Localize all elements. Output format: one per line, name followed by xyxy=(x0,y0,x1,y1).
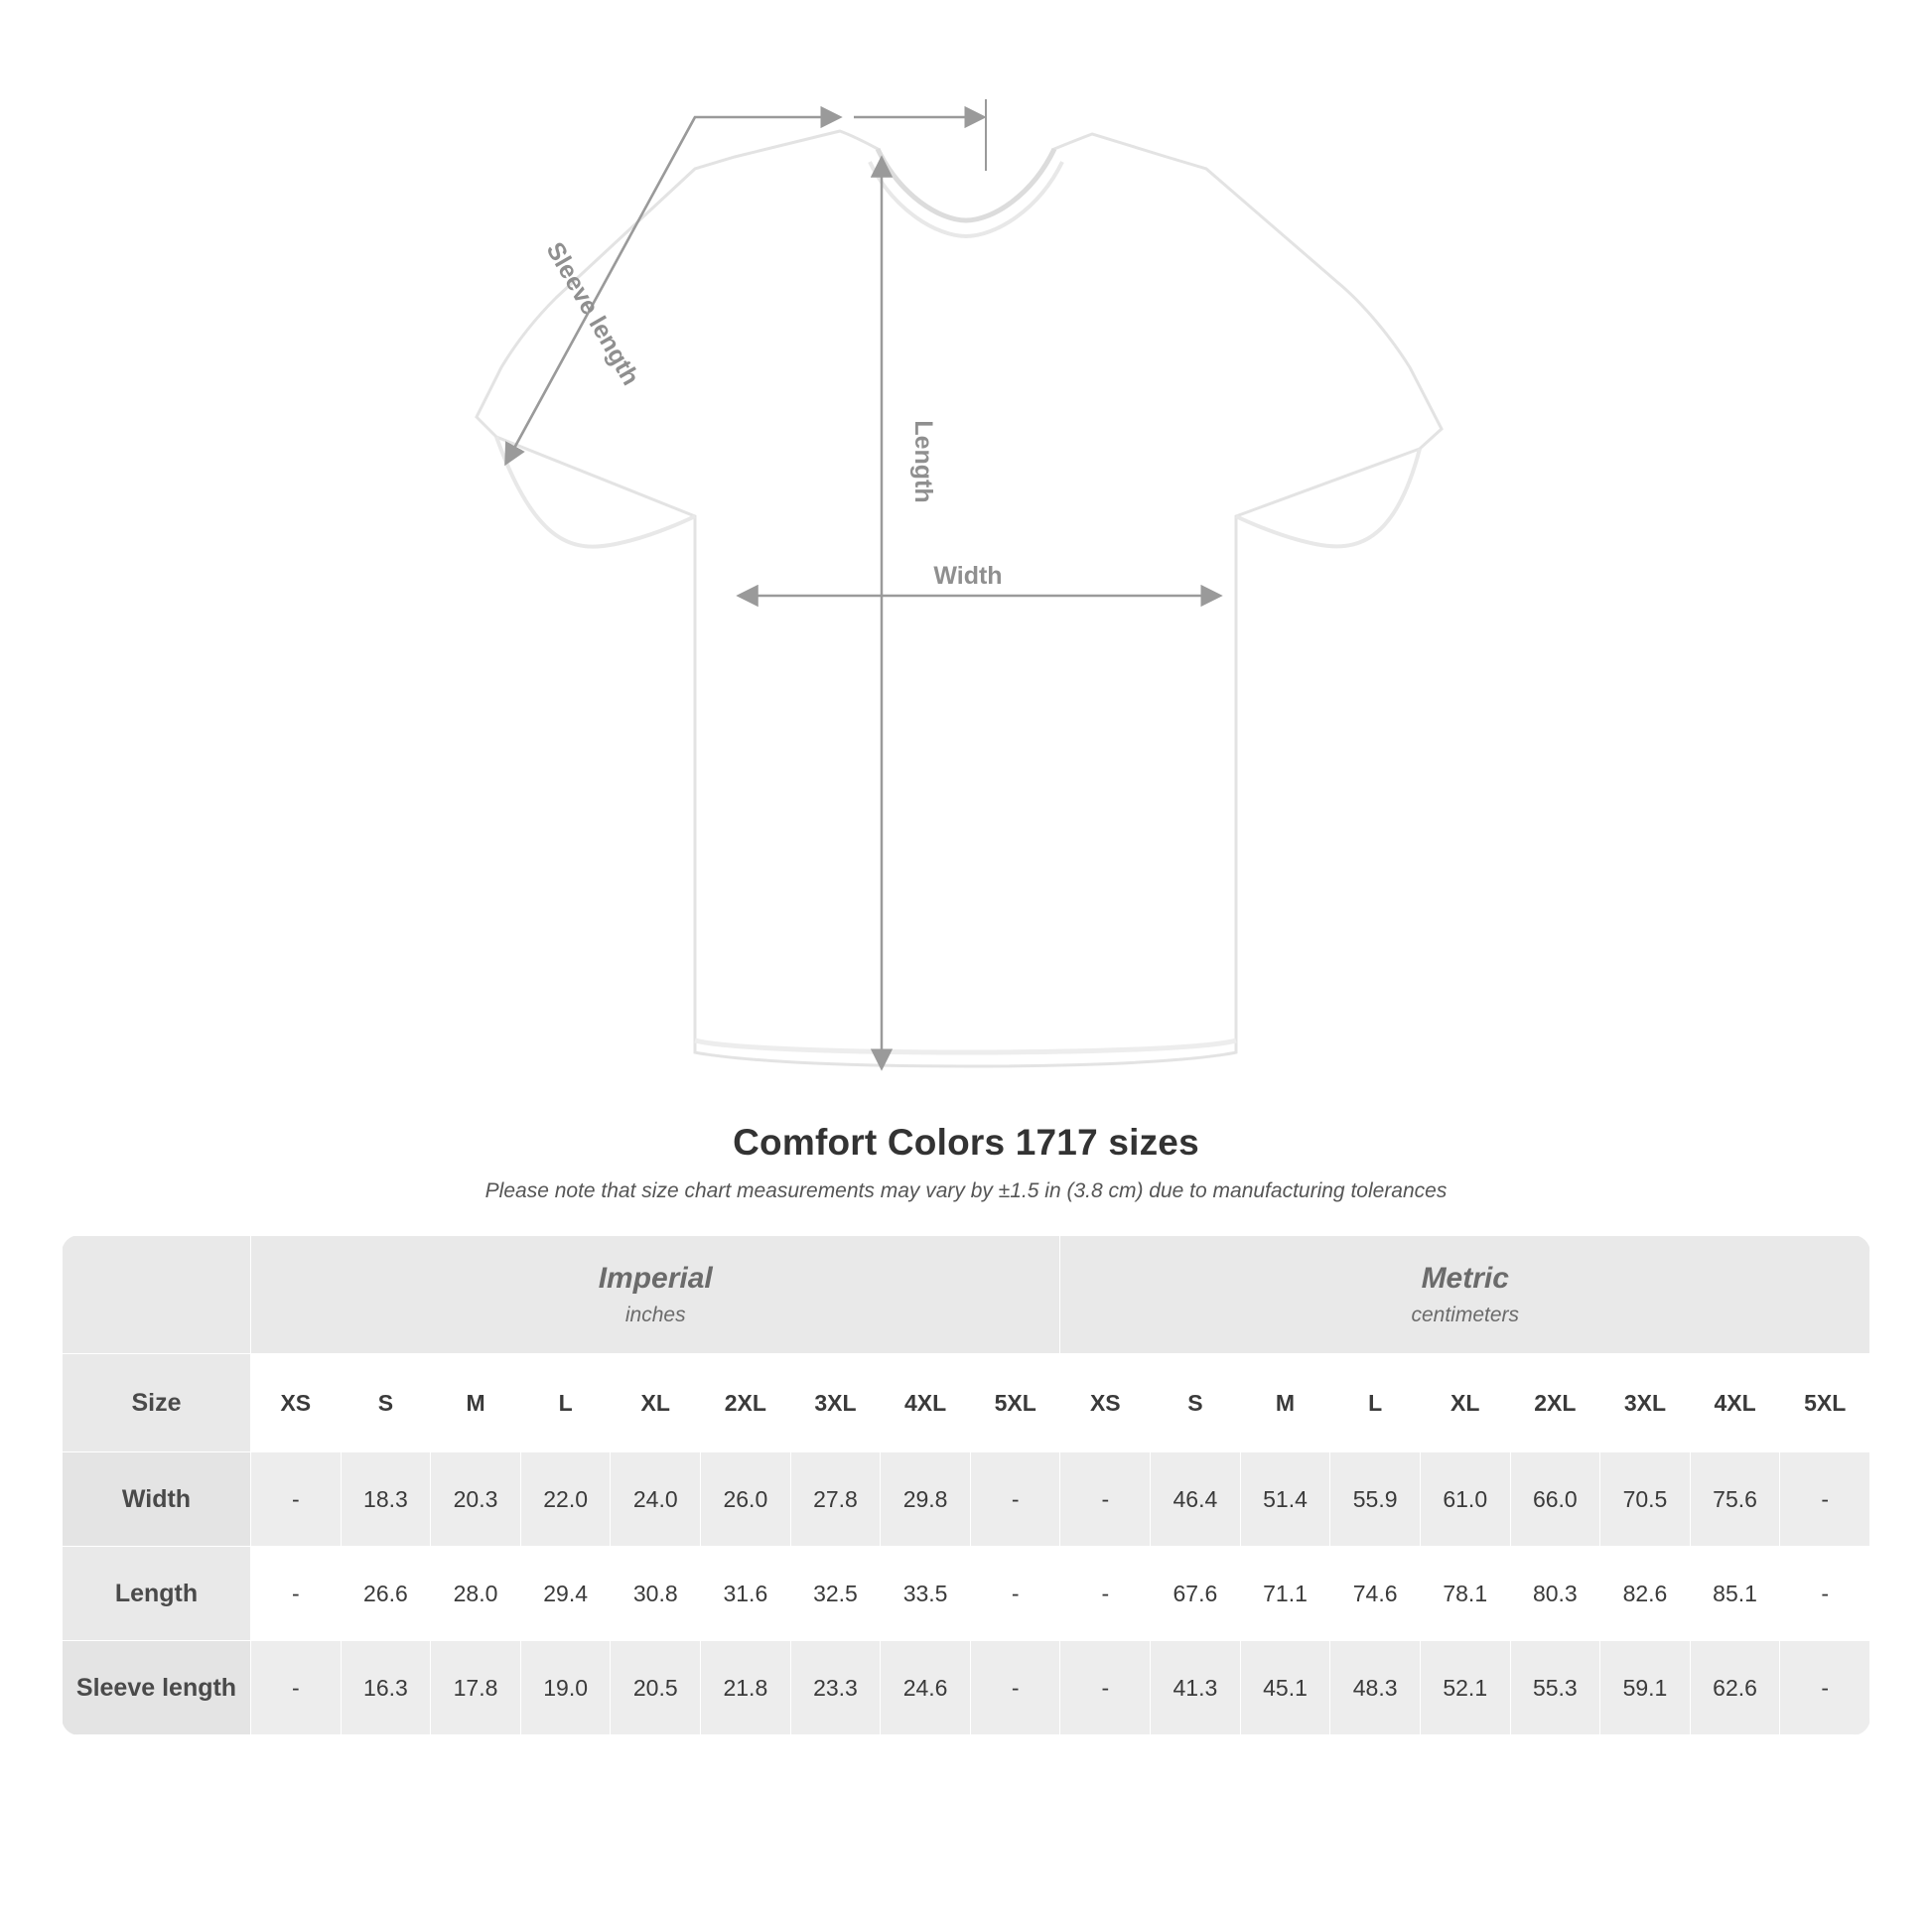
measurement-cell-metric: 45.1 xyxy=(1240,1641,1330,1735)
measurement-cell-imperial: - xyxy=(251,1547,342,1641)
tshirt-shape xyxy=(477,131,1442,1066)
chart-title-block xyxy=(0,1122,1932,1203)
unit-name: Imperial xyxy=(598,1262,713,1295)
measurement-cell-imperial: 16.3 xyxy=(341,1641,431,1735)
size-header-cell: 3XL xyxy=(1600,1354,1691,1452)
unit-subtitle: inches xyxy=(624,1304,686,1326)
size-table-wrapper xyxy=(62,1235,1870,1735)
table-row xyxy=(63,1641,1870,1735)
measurement-cell-metric: 48.3 xyxy=(1330,1641,1421,1735)
size-header-cell: 4XL xyxy=(1690,1354,1780,1452)
size-header-cell: S xyxy=(1151,1354,1241,1452)
measurement-cell-metric: 71.1 xyxy=(1240,1547,1330,1641)
measurement-cell-metric: 78.1 xyxy=(1420,1547,1510,1641)
size-header-cell: XL xyxy=(611,1354,701,1452)
measurement-cell-imperial: 23.3 xyxy=(790,1641,881,1735)
size-header-cell: 4XL xyxy=(881,1354,971,1452)
measurement-cell-metric: 75.6 xyxy=(1690,1452,1780,1547)
size-header-cell: L xyxy=(520,1354,611,1452)
measurement-cell-metric: 85.1 xyxy=(1690,1547,1780,1641)
measurement-cell-metric: 70.5 xyxy=(1600,1452,1691,1547)
measurement-cell-metric: 41.3 xyxy=(1151,1641,1241,1735)
unit-header-row xyxy=(63,1236,1870,1354)
measurement-cell-metric: 46.4 xyxy=(1151,1452,1241,1547)
size-header-cell: 2XL xyxy=(701,1354,791,1452)
row-label: Length xyxy=(63,1547,251,1641)
row-label: Width xyxy=(63,1452,251,1547)
row-label: Sleeve length xyxy=(63,1641,251,1735)
tolerance-note: Please note that size chart measurements may vary by ±1.5 in (3.8 cm) due to manufacturing tolerances xyxy=(484,1179,1448,1202)
size-header-cell: XL xyxy=(1420,1354,1510,1452)
size-header-row xyxy=(63,1354,1870,1452)
size-header-cell: XS xyxy=(251,1354,342,1452)
length-label: Length xyxy=(909,420,937,503)
size-header-cell: 3XL xyxy=(790,1354,881,1452)
measurement-cell-metric: 51.4 xyxy=(1240,1452,1330,1547)
unit-name: Metric xyxy=(1421,1262,1509,1295)
measurement-cell-metric: - xyxy=(1780,1452,1870,1547)
size-header-cell: 2XL xyxy=(1510,1354,1600,1452)
measurement-cell-imperial: 27.8 xyxy=(790,1452,881,1547)
measurement-cell-imperial: 20.3 xyxy=(431,1452,521,1547)
page-title: Comfort Colors 1717 sizes xyxy=(733,1122,1199,1163)
measurement-cell-metric: 62.6 xyxy=(1690,1641,1780,1735)
measurement-cell-metric: - xyxy=(1060,1452,1151,1547)
size-header-cell: L xyxy=(1330,1354,1421,1452)
measurement-cell-imperial: - xyxy=(970,1547,1060,1641)
measurement-cell-imperial: 24.0 xyxy=(611,1452,701,1547)
measurement-cell-imperial: 20.5 xyxy=(611,1641,701,1735)
measurement-cell-imperial: - xyxy=(970,1641,1060,1735)
size-header-label: Size xyxy=(63,1354,251,1452)
measurement-cell-imperial: - xyxy=(251,1641,342,1735)
measurement-cell-imperial: 21.8 xyxy=(701,1641,791,1735)
unit-header-imperial xyxy=(251,1236,1060,1354)
table-row xyxy=(63,1547,1870,1641)
measurement-cell-imperial: 29.8 xyxy=(881,1452,971,1547)
measurement-cell-metric: - xyxy=(1060,1547,1151,1641)
measurement-cell-metric: 55.3 xyxy=(1510,1641,1600,1735)
measurement-cell-metric: - xyxy=(1780,1641,1870,1735)
measurement-cell-imperial: 26.0 xyxy=(701,1452,791,1547)
measurement-cell-metric: 52.1 xyxy=(1420,1641,1510,1735)
measurement-cell-metric: 82.6 xyxy=(1600,1547,1691,1641)
measurement-cell-metric: 66.0 xyxy=(1510,1452,1600,1547)
measurement-cell-imperial: 29.4 xyxy=(520,1547,611,1641)
width-label: Width xyxy=(933,562,1003,590)
measurement-cell-imperial: 18.3 xyxy=(341,1452,431,1547)
measurement-cell-imperial: 26.6 xyxy=(341,1547,431,1641)
size-header-cell: 5XL xyxy=(970,1354,1060,1452)
measurement-cell-imperial: 17.8 xyxy=(431,1641,521,1735)
measurement-cell-metric: 67.6 xyxy=(1151,1547,1241,1641)
measurement-cell-imperial: 32.5 xyxy=(790,1547,881,1641)
measurement-cell-imperial: 30.8 xyxy=(611,1547,701,1641)
size-header-cell: S xyxy=(341,1354,431,1452)
measurement-cell-imperial: 33.5 xyxy=(881,1547,971,1641)
table-row xyxy=(63,1452,1870,1547)
measurement-cell-metric: - xyxy=(1060,1641,1151,1735)
measurement-cell-metric: 74.6 xyxy=(1330,1547,1421,1641)
measurement-cell-metric: - xyxy=(1780,1547,1870,1641)
measurement-cell-metric: 80.3 xyxy=(1510,1547,1600,1641)
unit-header-metric xyxy=(1060,1236,1870,1354)
unit-subtitle: centimeters xyxy=(1411,1304,1520,1326)
size-header-cell: M xyxy=(431,1354,521,1452)
sleeve-length-label: Sleeve length xyxy=(540,237,645,390)
size-table xyxy=(62,1235,1870,1735)
measurement-cell-imperial: 22.0 xyxy=(520,1452,611,1547)
size-header-cell: XS xyxy=(1060,1354,1151,1452)
measurement-cell-imperial: - xyxy=(970,1452,1060,1547)
measurement-cell-metric: 55.9 xyxy=(1330,1452,1421,1547)
measurement-cell-imperial: - xyxy=(251,1452,342,1547)
measurement-cell-imperial: 31.6 xyxy=(701,1547,791,1641)
measurement-cell-metric: 61.0 xyxy=(1420,1452,1510,1547)
measurement-cell-imperial: 28.0 xyxy=(431,1547,521,1641)
size-header-cell: M xyxy=(1240,1354,1330,1452)
measurement-cell-metric: 59.1 xyxy=(1600,1641,1691,1735)
measurement-cell-imperial: 24.6 xyxy=(881,1641,971,1735)
size-header-cell: 5XL xyxy=(1780,1354,1870,1452)
measurement-cell-imperial: 19.0 xyxy=(520,1641,611,1735)
unit-header-spacer xyxy=(63,1236,251,1354)
